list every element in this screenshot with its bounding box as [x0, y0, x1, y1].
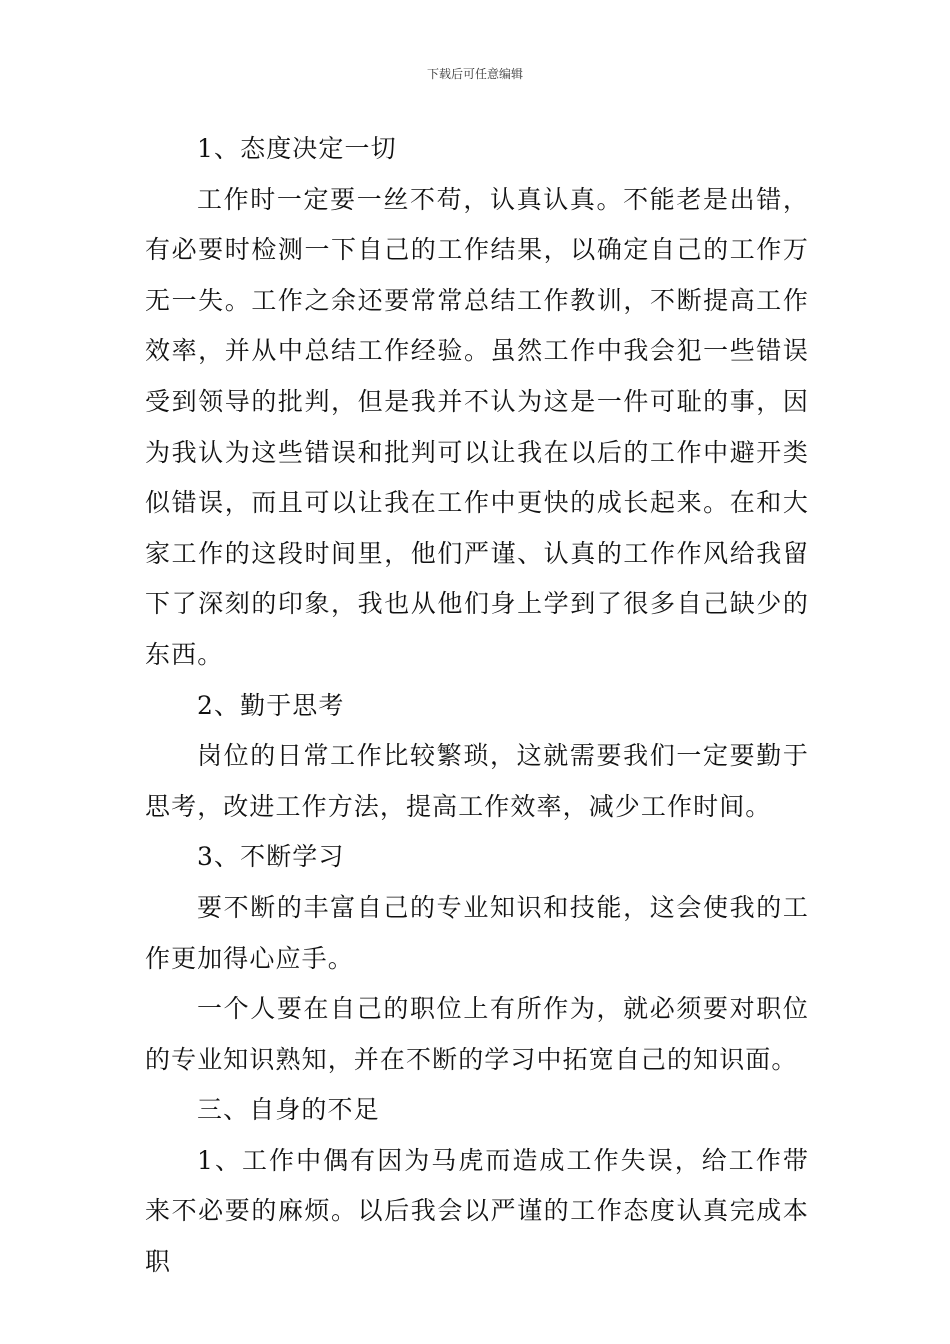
heading-attitude: 1、态度决定一切 [197, 134, 397, 163]
paragraph-attitude: 工作时一定要一丝不苟，认真认真。不能老是出错，有必要时检测一下自己的工作结果，以确定自己的工作万无一失。工作之余还要常常总结工作教训，不断提高工作效率，并从中总结工作经验。虽然工作中我会犯一些错误受到领导的批判，但是我并不认为这是一件可耻的事，因为我认为这些错误和批判可以让我在以后的工作中避开类似错误，而且可以让我在工作中更快的成长起来。在和大家工作的这段时间里，他们严谨、认真的工作作风给我留下了深刻的印象，我也从他们身上学到了很多自己缺少的东西。 [145, 184, 809, 669]
paragraph-learning-knowledge: 一个人要在自己的职位上有所作为，就必须要对职位的专业知识熟知，并在不断的学习中拓宽自己的知识面。 [145, 994, 809, 1074]
page-header: 下载后可任意编辑 [426, 67, 523, 81]
heading-thinking: 2、勤于思考 [197, 690, 345, 720]
paragraph-thinking: 岗位的日常工作比较繁琐，这就需要我们一定要勤于思考，改进工作方法，提高工作效率，减少工作时间。 [145, 741, 809, 821]
document-body [145, 124, 809, 1288]
heading-learning: 3、不断学习 [197, 842, 345, 872]
paragraph-shortcoming-1: 1、工作中偶有因为马虎而造成工作失误，给工作带来不必要的麻烦。以后我会以严谨的工作态度认真完成本职 [145, 1145, 809, 1277]
paragraph-learning-skills: 要不断的丰富自己的专业知识和技能，这会使我的工作更加得心应手。 [145, 892, 809, 973]
heading-shortcomings: 三、自身的不足 [197, 1095, 380, 1125]
